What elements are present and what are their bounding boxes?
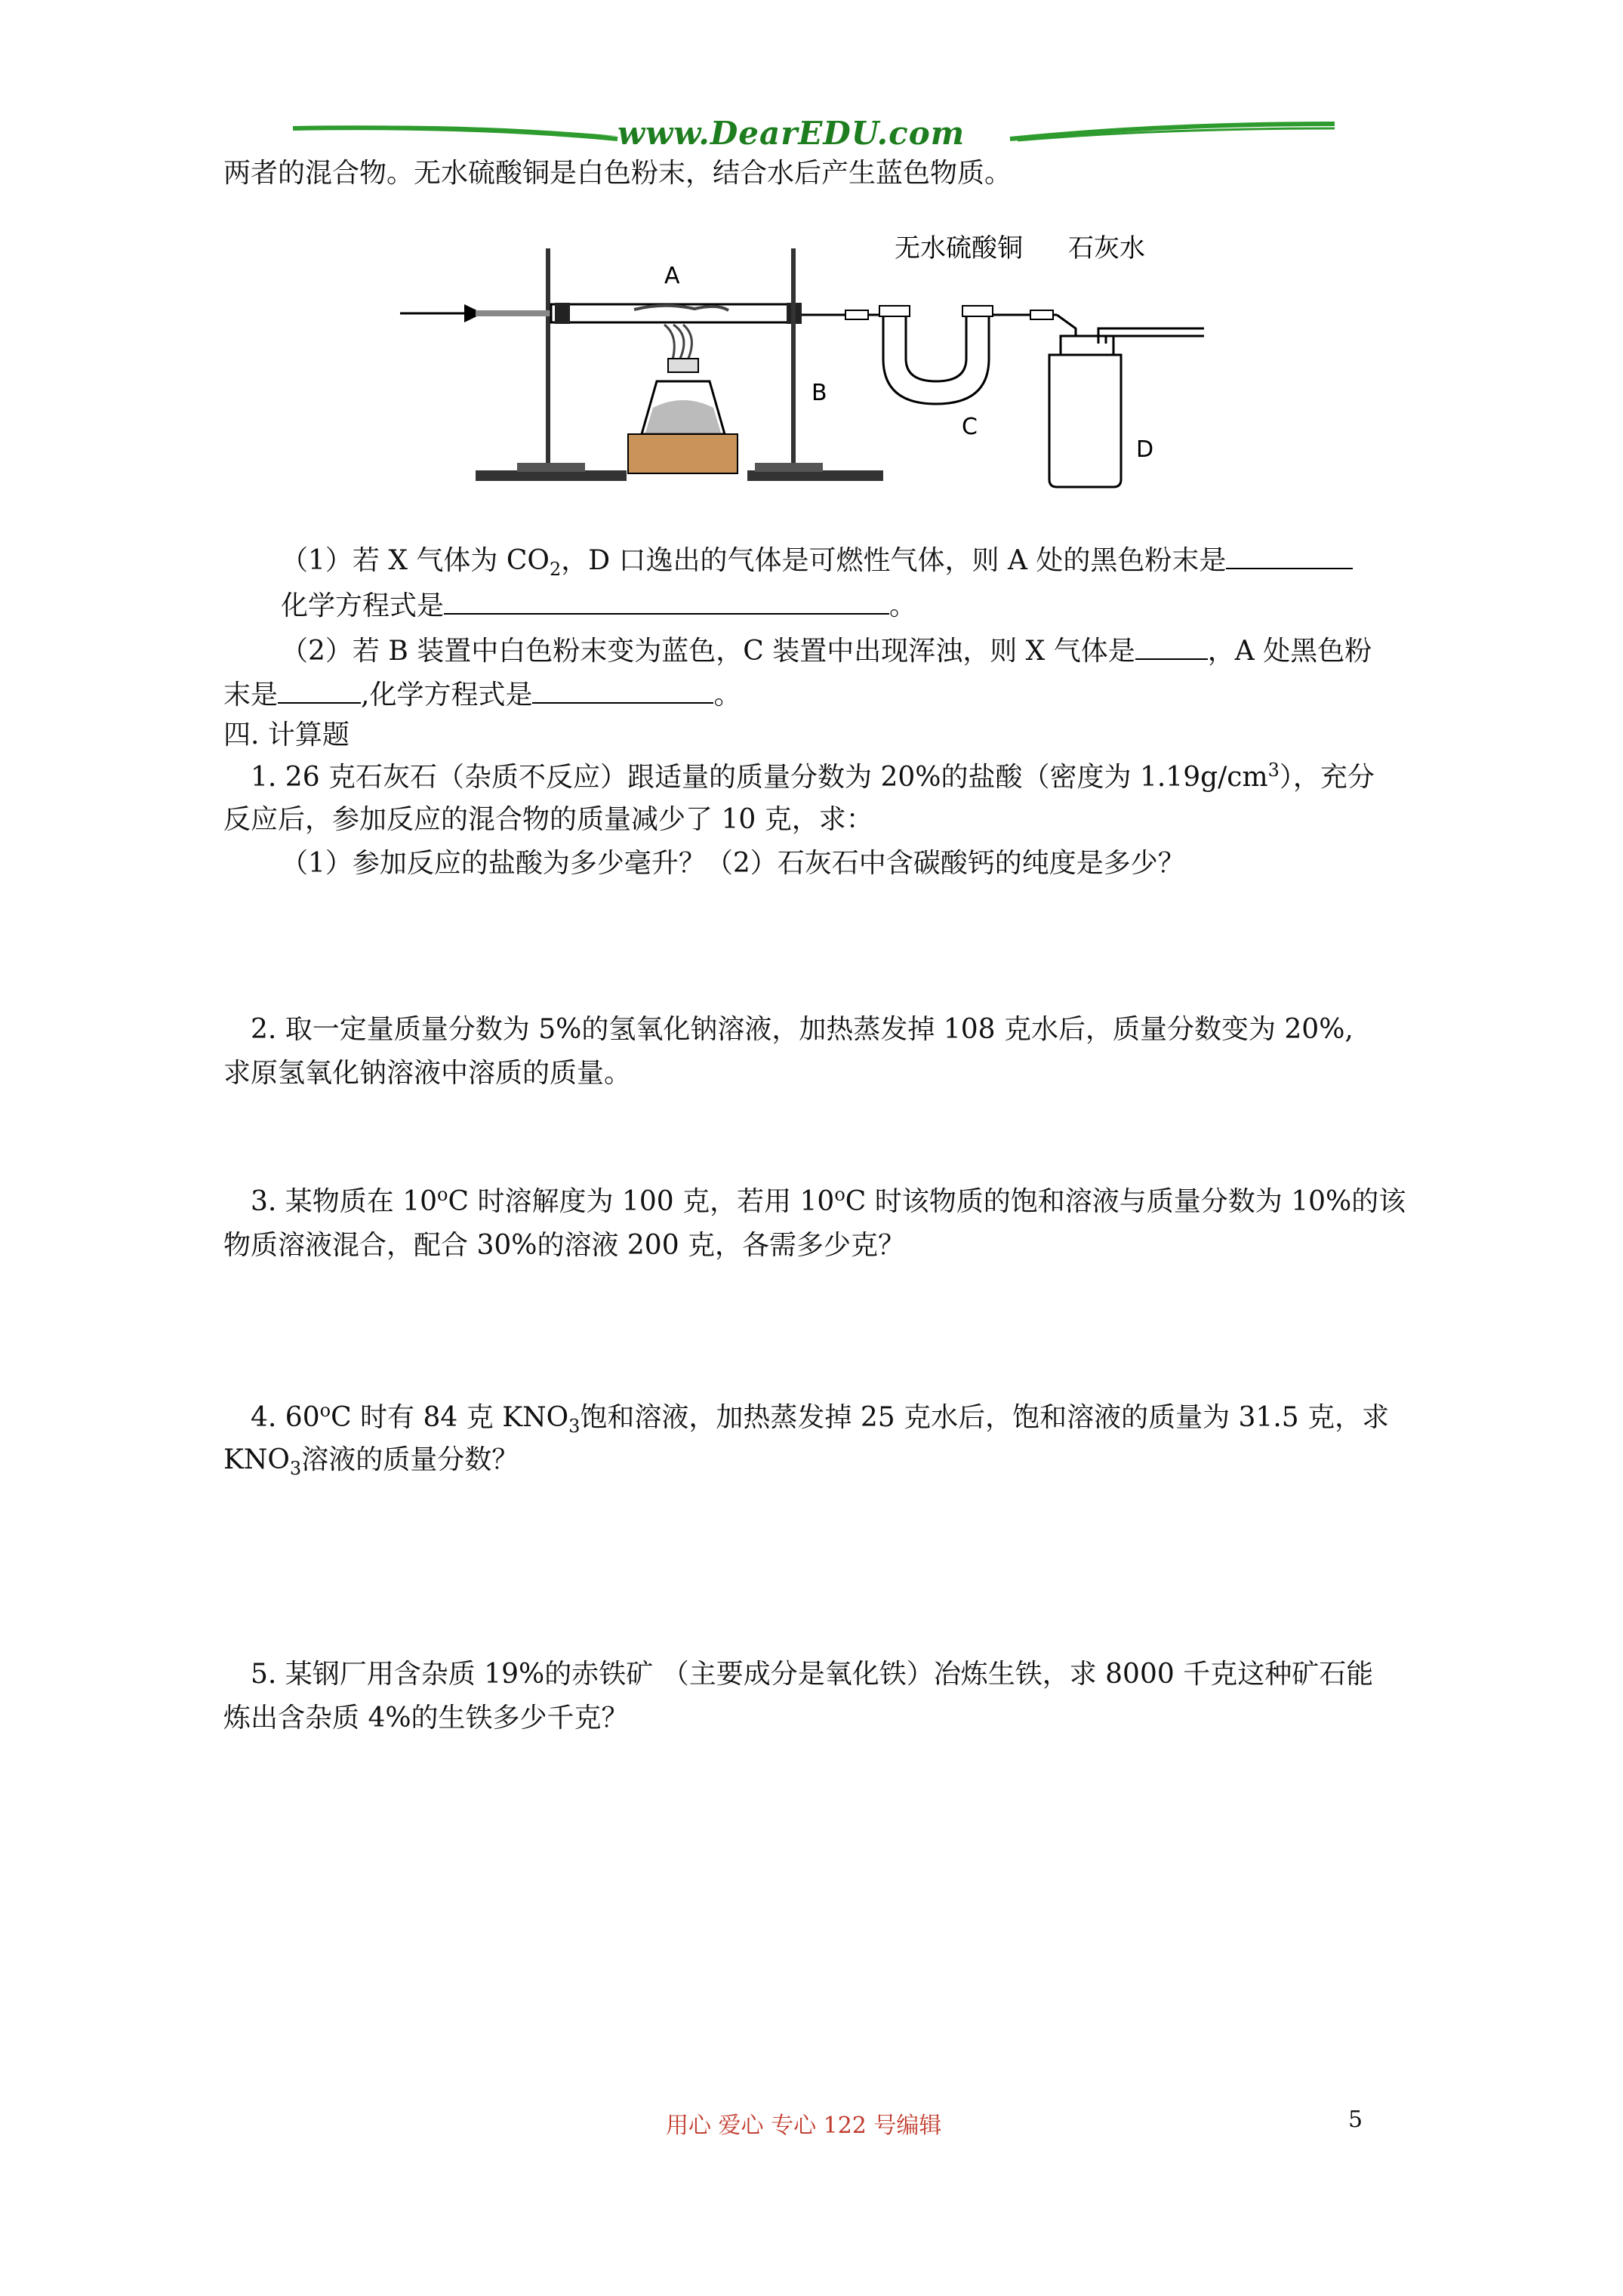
label-b: B (812, 380, 827, 406)
q1-part2-line2 (223, 676, 741, 712)
problem-3-sup-2: o (834, 1184, 845, 1205)
problem-4-text-c: 饱和溶液，加热蒸发掉 25 克水后，饱和溶液的质量为 31.5 克，求 (580, 1402, 1390, 1433)
label-c: C (962, 414, 978, 440)
problem-4-text-d: KNO (223, 1444, 290, 1475)
problem-2-line2: 求原氢氧化钠溶液中溶质的质量。 (223, 1058, 632, 1089)
u-tube (876, 306, 996, 404)
label-limewater: 石灰水 (1068, 233, 1145, 264)
problem-5-line2: 炼出含杂质 4%的生铁多少千克？ (223, 1703, 629, 1734)
problem-3-text-c: C 时该物质的饱和溶液与质量分数为 10%的该 (845, 1186, 1406, 1217)
problem-1-line3: （1）参加反应的盐酸为多少毫升？（2）石灰石中含碳酸钙的纯度是多少？ (281, 848, 1185, 879)
apparatus-diagram (393, 230, 1223, 498)
q1-part1-text-a: （1）若 X 气体为 CO (281, 545, 550, 576)
problem-4-text-b: C 时有 84 克 KNO (331, 1402, 569, 1433)
problem-1-line2: 反应后，参加反应的混合物的质量减少了 10 克，求： (223, 804, 873, 835)
q1-part1-text-c: 化学方程式是 (281, 590, 445, 621)
left-stand (476, 248, 627, 481)
label-a: A (664, 263, 680, 289)
wash-bottle (1049, 328, 1204, 487)
q1-part1-line1 (281, 542, 1353, 581)
q1-part2-text-c: 末是 (223, 680, 279, 710)
problem-4-text-a: 4. 60 (251, 1402, 320, 1433)
label-d: D (1136, 436, 1154, 463)
answer-blank-x-gas[interactable] (1135, 633, 1208, 660)
problem-2-line1: 2. 取一定量质量分数为 5%的氢氧化钠溶液，加热蒸发掉 108 克水后，质量分数变为 20%, (251, 1014, 1354, 1045)
answer-blank-black-powder[interactable] (1226, 542, 1353, 569)
problem-4-line2 (223, 1444, 519, 1480)
page-number: 5 (1348, 2106, 1363, 2133)
problem-1-text-a: 1. 26 克石灰石（杂质不反应）跟适量的质量分数为 20%的盐酸（密度为 1.19g/cm (251, 762, 1268, 793)
problem-3-text-b: C 时溶解度为 100 克，若用 10 (448, 1186, 835, 1217)
problem-5-line1: 5. 某钢厂用含杂质 19%的赤铁矿 （主要成分是氧化铁）冶炼生铁，求 8000 千克这种矿石能 (251, 1659, 1374, 1690)
answer-blank-equation-1[interactable] (444, 587, 889, 615)
problem-4-text-e: 溶液的质量分数？ (301, 1444, 519, 1475)
problem-4-sup: o (319, 1400, 331, 1421)
problem-3-line2: 物质溶液混合，配合 30%的溶液 200 克，各需多少克？ (223, 1230, 906, 1261)
problem-3-line1 (251, 1185, 1406, 1219)
reaction-tube (551, 303, 802, 324)
q1-part2-text-b: ，A 处黑色粉 (1207, 636, 1372, 667)
gas-inlet-arrow-icon (400, 304, 483, 322)
problem-1-line1 (251, 761, 1375, 794)
intro-line: 两者的混合物。无水硫酸铜是白色粉末，结合水后产生蓝色物质。 (223, 158, 1012, 189)
footer-text: 用心 爱心 专心 122 号编辑 (666, 2113, 942, 2139)
problem-1-sup: 3 (1267, 760, 1280, 781)
problem-3-sup-1: o (437, 1184, 448, 1205)
q1-part2-line1 (281, 633, 1372, 668)
label-anhydrous-cuso4: 无水硫酸铜 (895, 233, 1023, 264)
right-stand (747, 248, 883, 481)
q1-part1-text-b: ，D 口逸出的气体是可燃性气体，则 A 处的黑色粉末是 (561, 545, 1227, 576)
problem-4-sub-2: 3 (289, 1458, 302, 1480)
problem-4-line1 (251, 1400, 1390, 1438)
answer-blank-a-powder[interactable] (278, 676, 361, 704)
q1-part2-text-d: ,化学方程式是 (361, 680, 533, 710)
problem-4-sub-1: 3 (568, 1416, 581, 1438)
problem-3-text-a: 3. 某物质在 10 (251, 1186, 438, 1217)
q1-part1-end: 。 (889, 590, 917, 621)
q1-part2-end: 。 (713, 680, 741, 710)
answer-blank-equation-2[interactable] (532, 676, 713, 704)
q1-part2-text-a: （2）若 B 装置中白色粉末变为蓝色，C 装置中出现浑浊，则 X 气体是 (281, 636, 1135, 667)
problem-1-text-b: ），充分 (1279, 762, 1375, 793)
site-header-banner (293, 113, 1335, 159)
q1-part1-sub: 2 (549, 559, 562, 581)
alcohol-lamp (628, 325, 738, 473)
section-title: 四. 计算题 (223, 720, 350, 750)
site-logo-text: www.DearEDU.com (617, 115, 965, 152)
q1-part1-line2 (281, 587, 916, 623)
